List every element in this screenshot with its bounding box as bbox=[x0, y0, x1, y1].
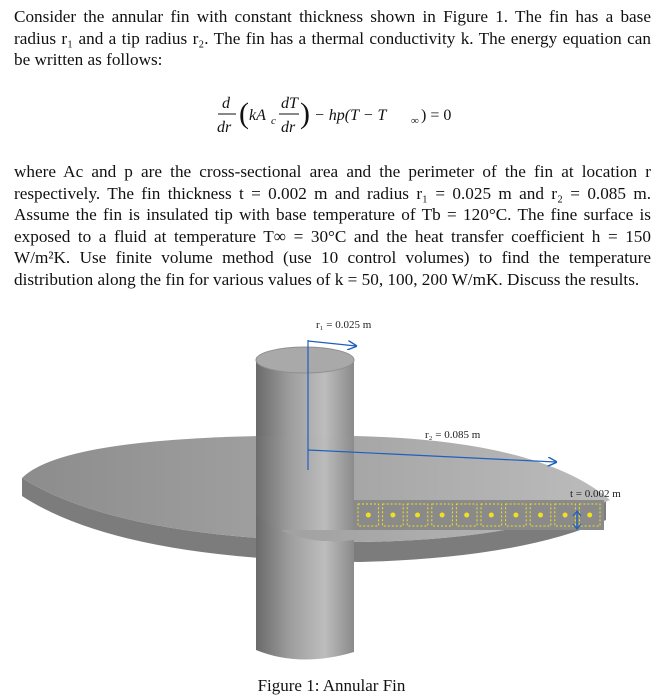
eq-kAc: kA bbox=[249, 107, 266, 124]
cylinder-top-face bbox=[256, 347, 354, 373]
eq-rest: − hp(T − T bbox=[314, 107, 387, 124]
r1-arrow bbox=[308, 341, 356, 346]
eq-dr: dr bbox=[217, 119, 232, 136]
control-volume-node bbox=[366, 513, 371, 518]
problem-intro: Consider the annular fin with constant thickness shown in Figure 1. The fin has a base radius r₁ and a tip radius r₂. The fin has a thermal conductivity k. The energy equation can be written as follows: bbox=[14, 7, 651, 69]
eq-dT: dT bbox=[281, 95, 298, 112]
control-volume-node bbox=[464, 513, 469, 518]
svg-text:(: ( bbox=[239, 97, 249, 130]
svg-text:): ) bbox=[300, 97, 310, 130]
control-volume-node bbox=[440, 513, 445, 518]
control-volume-node bbox=[513, 513, 518, 518]
control-volume-node bbox=[390, 513, 395, 518]
eq-sub-c: c bbox=[271, 115, 276, 127]
r1-label: r₁ = 0.025 m bbox=[316, 319, 372, 331]
control-volume-node bbox=[489, 513, 494, 518]
eq-tail: ) = 0 bbox=[421, 107, 452, 124]
control-volume-node bbox=[563, 513, 568, 518]
eq-dr2: dr bbox=[281, 119, 296, 136]
eq-inf: ∞ bbox=[411, 115, 419, 127]
problem-details: where Ac and p are the cross-sectional area and the perimeter of the fin at location r respectively. The fin thickness t = 0.002 m and radius r₁ = 0.025 m and r₂ = 0.085 m. Assume the fin is insulated tip with base temperature of Tb = 120°C. The fine surface is exposed to a fluid at temperature T∞ = 30°C and the heat transfer coefficient h = 150 W/m²K. Use finite volume method (use 10 control volumes) to find the temperature distribution along the fin for various values of k = 50, 100, 200 W/mK. Discuss the results. bbox=[14, 162, 651, 289]
energy-equation bbox=[0, 90, 663, 148]
annular-fin-figure bbox=[0, 308, 663, 678]
r2-label: r₂ = 0.085 m bbox=[425, 429, 481, 441]
eq-d: d bbox=[222, 95, 230, 112]
control-volume-node bbox=[587, 513, 592, 518]
control-volume-node bbox=[538, 513, 543, 518]
t-label: t = 0.002 m bbox=[570, 488, 621, 500]
cylinder-front bbox=[256, 430, 354, 530]
control-volume-node bbox=[415, 513, 420, 518]
figure-caption: Figure 1: Annular Fin bbox=[257, 676, 406, 695]
